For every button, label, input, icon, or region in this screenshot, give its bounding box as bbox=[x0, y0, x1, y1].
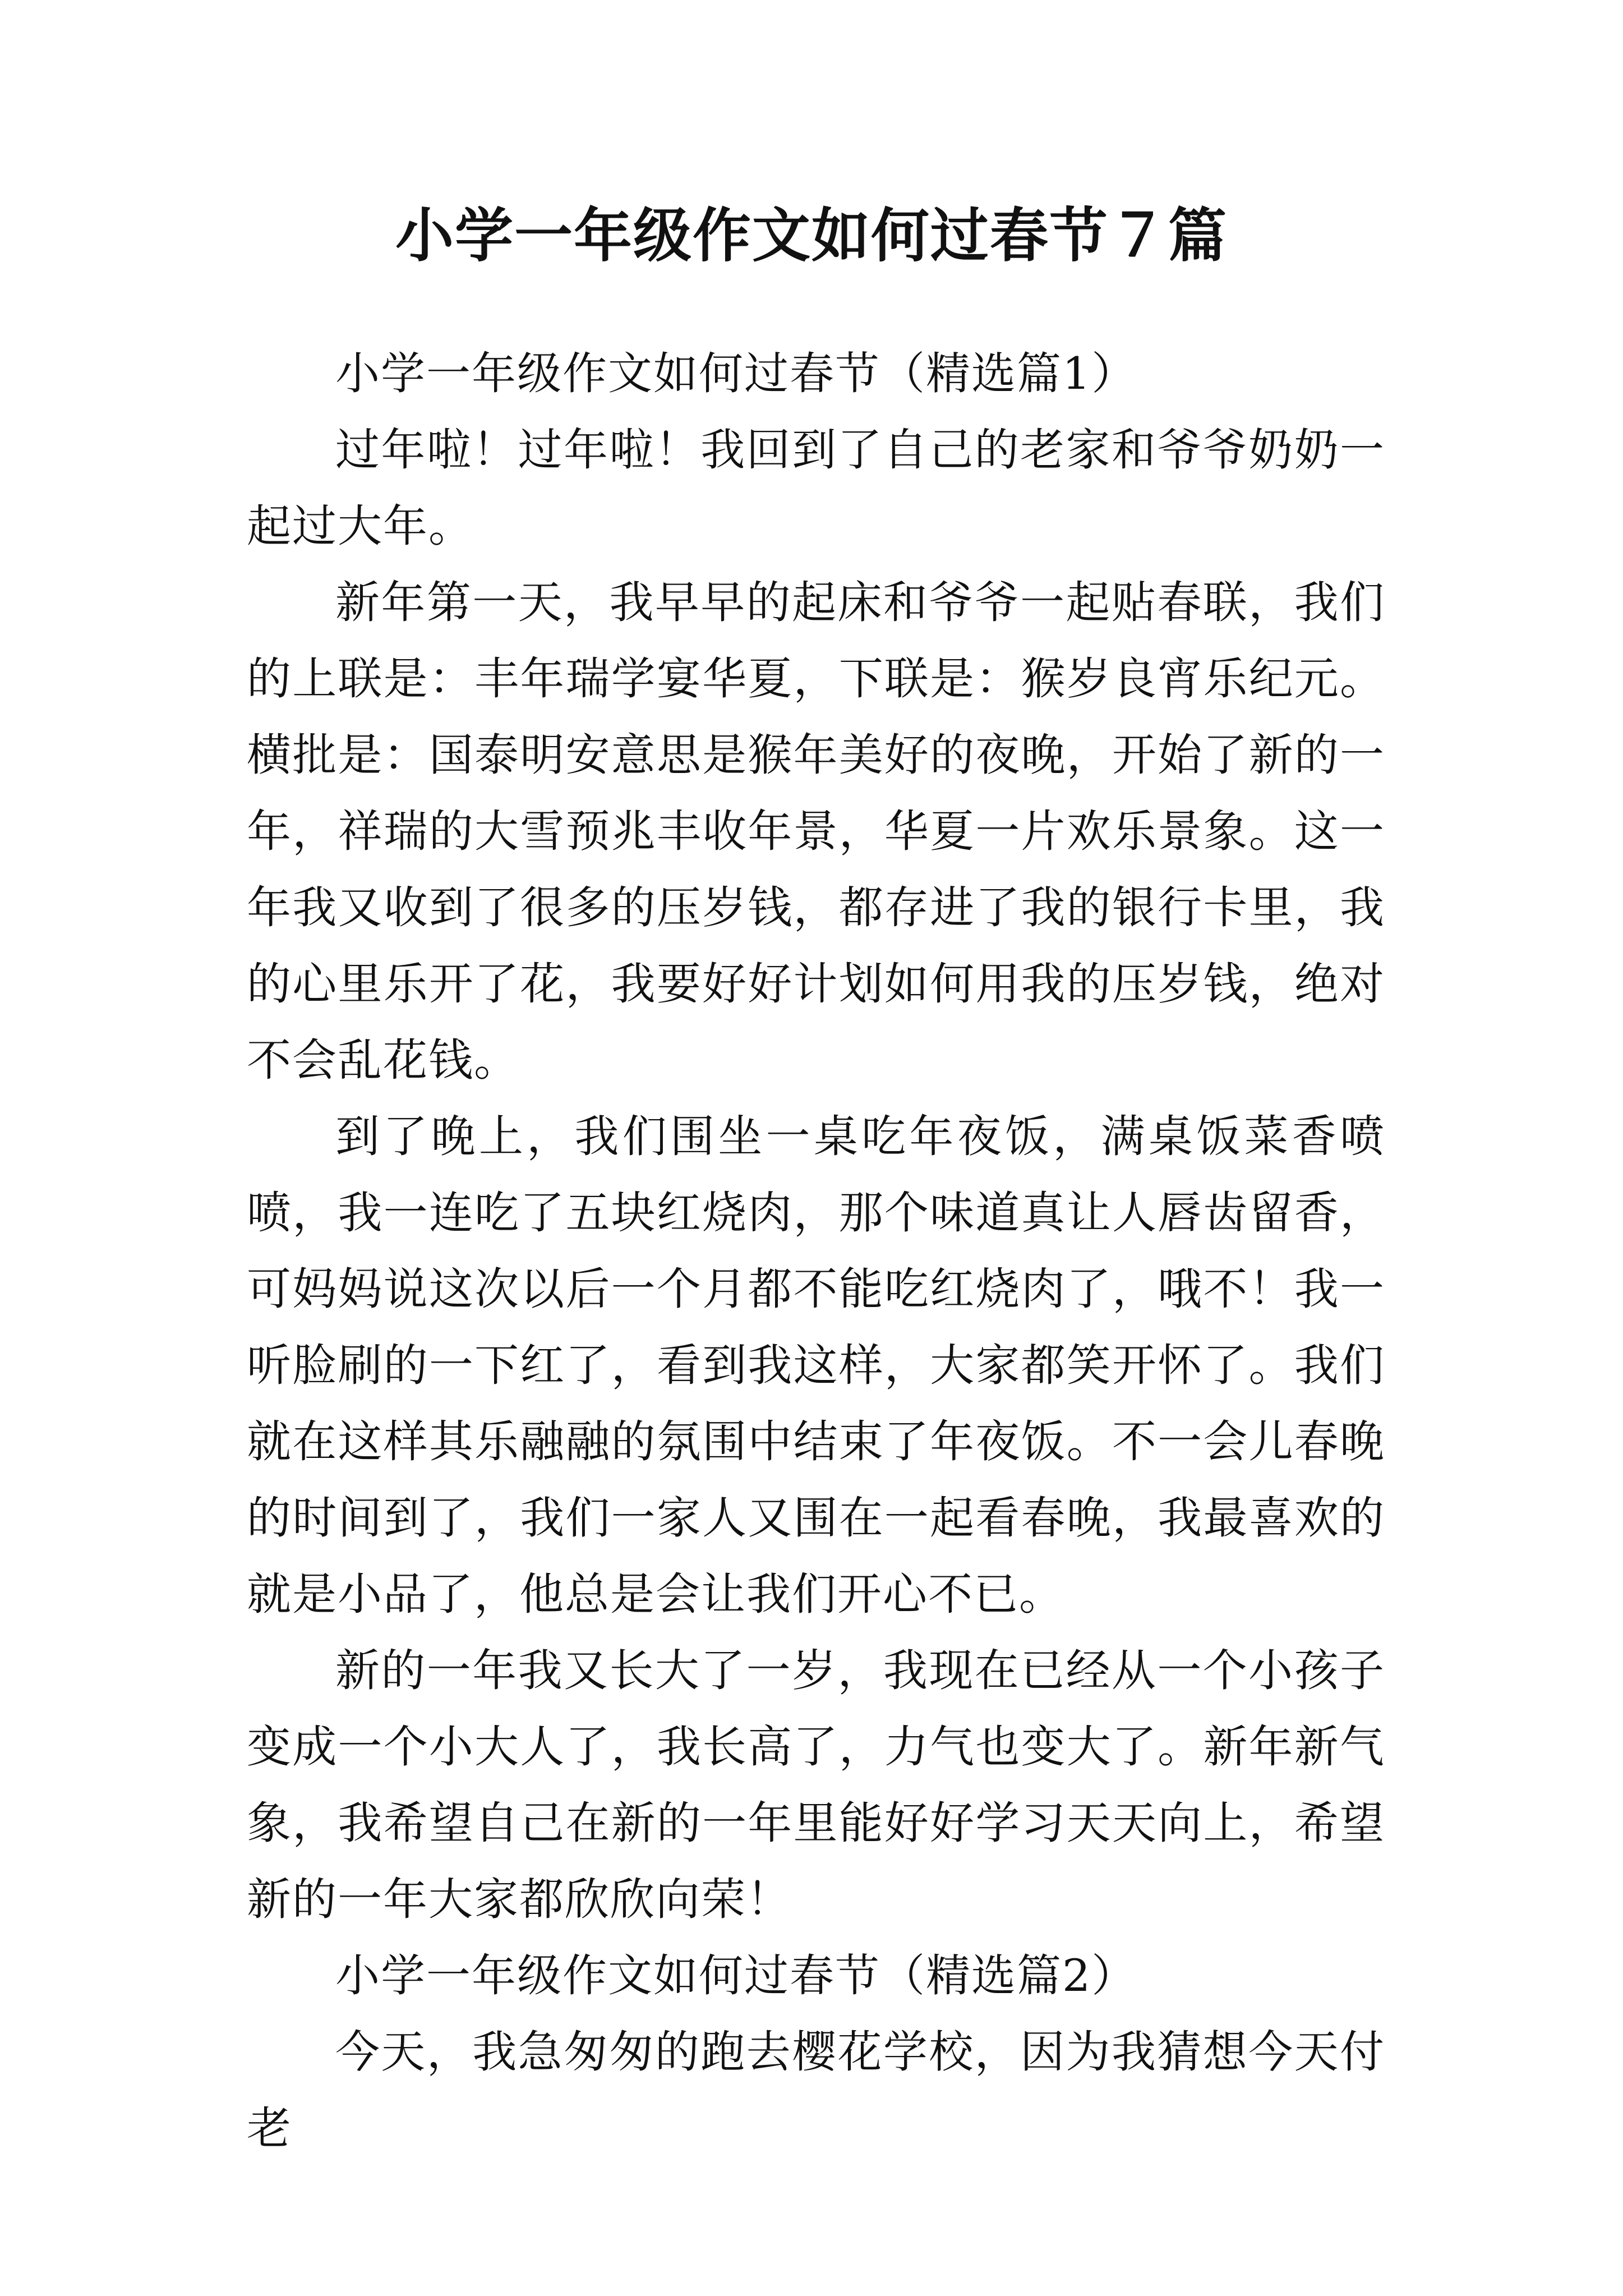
paragraph: 新的一年我又长大了一岁，我现在已经从一个小孩子变成一个小大人了，我长高了，力气也变大了。新年新气象，我希望自己在新的一年里能好好学习天天向上，希望新的一年大家都欣欣向荣！ bbox=[247, 1645, 1385, 1925]
paragraph: 今天，我急匆匆的跑去樱花学校，因为我猜想今天付老 bbox=[247, 2026, 1385, 2154]
section-heading: 小学一年级作文如何过春节（精选篇1） bbox=[335, 348, 1137, 399]
paragraph: 新年第一天，我早早的起床和爷爷一起贴春联，我们的上联是：丰年瑞学宴华夏，下联是：猴岁良宵乐纪元。横批是：国泰明安意思是猴年美好的夜晚，开始了新的一年，祥瑞的大雪预兆丰收年景，华夏一片欢乐景象。这一年我又收到了很多的压岁钱，都存进了我的银行卡里，我的心里乐开了花，我要好好计划如何用我的压岁钱，绝对不会乱花钱。 bbox=[247, 577, 1385, 1086]
section-heading: 小学一年级作文如何过春节（精选篇2） bbox=[335, 1950, 1137, 2001]
paragraph: 到了晚上，我们围坐一桌吃年夜饭，满桌饭菜香喷喷，我一连吃了五块红烧肉，那个味道真让人唇齿留香，可妈妈说这次以后一个月都不能吃红烧肉了，哦不！我一听脸刷的一下红了，看到我这样，大家都笑开怀了。我们就在这样其乐融融的氛围中结束了年夜饭。不一会儿春晚的时间到了，我们一家人又围在一起看春晚，我最喜欢的就是小品了，他总是会让我们开心不已。 bbox=[247, 1111, 1385, 1620]
document-title: 小学一年级作文如何过春节７篇 bbox=[395, 201, 1228, 270]
document-body bbox=[247, 335, 1385, 2166]
paragraph: 过年啦！过年啦！我回到了自己的老家和爷爷奶奶一起过大年。 bbox=[247, 424, 1385, 552]
